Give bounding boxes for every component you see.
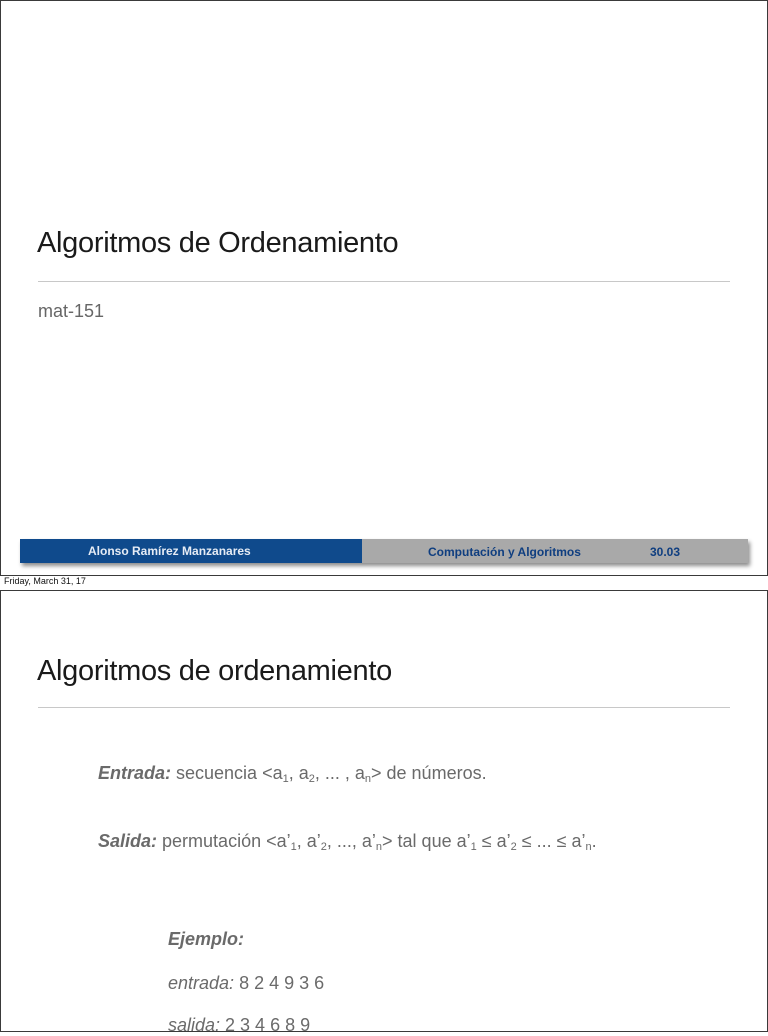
ejemplo-entrada-line [168, 973, 324, 994]
footer-date: 30.03 [650, 545, 681, 559]
slide-subtitle: mat-151 [38, 301, 105, 321]
salida-text: ≤ ... ≤ a’ [516, 831, 586, 851]
salida-text: permutación <a’ [157, 831, 291, 851]
slide-title: Algoritmos de Ordenamiento [37, 227, 399, 259]
salida-text: . [591, 831, 597, 851]
entrada-text: secuencia <a [171, 763, 283, 783]
entrada-text: , a [288, 763, 309, 783]
salida-text: , ..., a’ [326, 831, 376, 851]
footer-course: Computación y Algoritmos [428, 545, 581, 559]
ejemplo-entrada-values: 8 2 4 9 3 6 [234, 973, 325, 993]
ejemplo-entrada-label: entrada: [168, 973, 235, 993]
entrada-label: Entrada: [98, 763, 172, 783]
slide-title: Algoritmos de ordenamiento [37, 655, 392, 687]
entrada-text: , ... , a [314, 763, 365, 783]
subscript: 2 [308, 773, 315, 785]
salida-text: , a’ [296, 831, 321, 851]
footer-author: Alonso Ramírez Manzanares [20, 539, 362, 563]
entrada-text: > de números. [371, 763, 487, 783]
title-divider [38, 281, 730, 282]
salida-text: > tal que a’ [382, 831, 471, 851]
ejemplo-salida-label: salida: [168, 1015, 221, 1035]
ejemplo-label-text: Ejemplo: [168, 929, 245, 949]
content-slide [0, 590, 768, 1035]
subscript: 1 [290, 841, 297, 853]
salida-line [98, 831, 597, 853]
subscript: 2 [320, 841, 327, 853]
entrada-line [98, 763, 487, 785]
ejemplo-salida-line [168, 1015, 310, 1036]
footer-right-panel [362, 539, 748, 563]
page-date-label: Friday, March 31, 17 [4, 576, 86, 586]
salida-text: ≤ a’ [476, 831, 511, 851]
subscript: n [585, 841, 592, 853]
title-divider [38, 707, 730, 708]
subscript: n [375, 841, 383, 853]
ejemplo-salida-values: 2 3 4 6 8 9 [220, 1015, 311, 1035]
slide-footer [20, 539, 748, 563]
subscript: 1 [470, 841, 477, 853]
subscript: n [364, 773, 372, 785]
subscript: 1 [282, 773, 289, 785]
ejemplo-label [168, 929, 244, 950]
salida-label: Salida: [98, 831, 158, 851]
subscript: 2 [510, 841, 517, 853]
